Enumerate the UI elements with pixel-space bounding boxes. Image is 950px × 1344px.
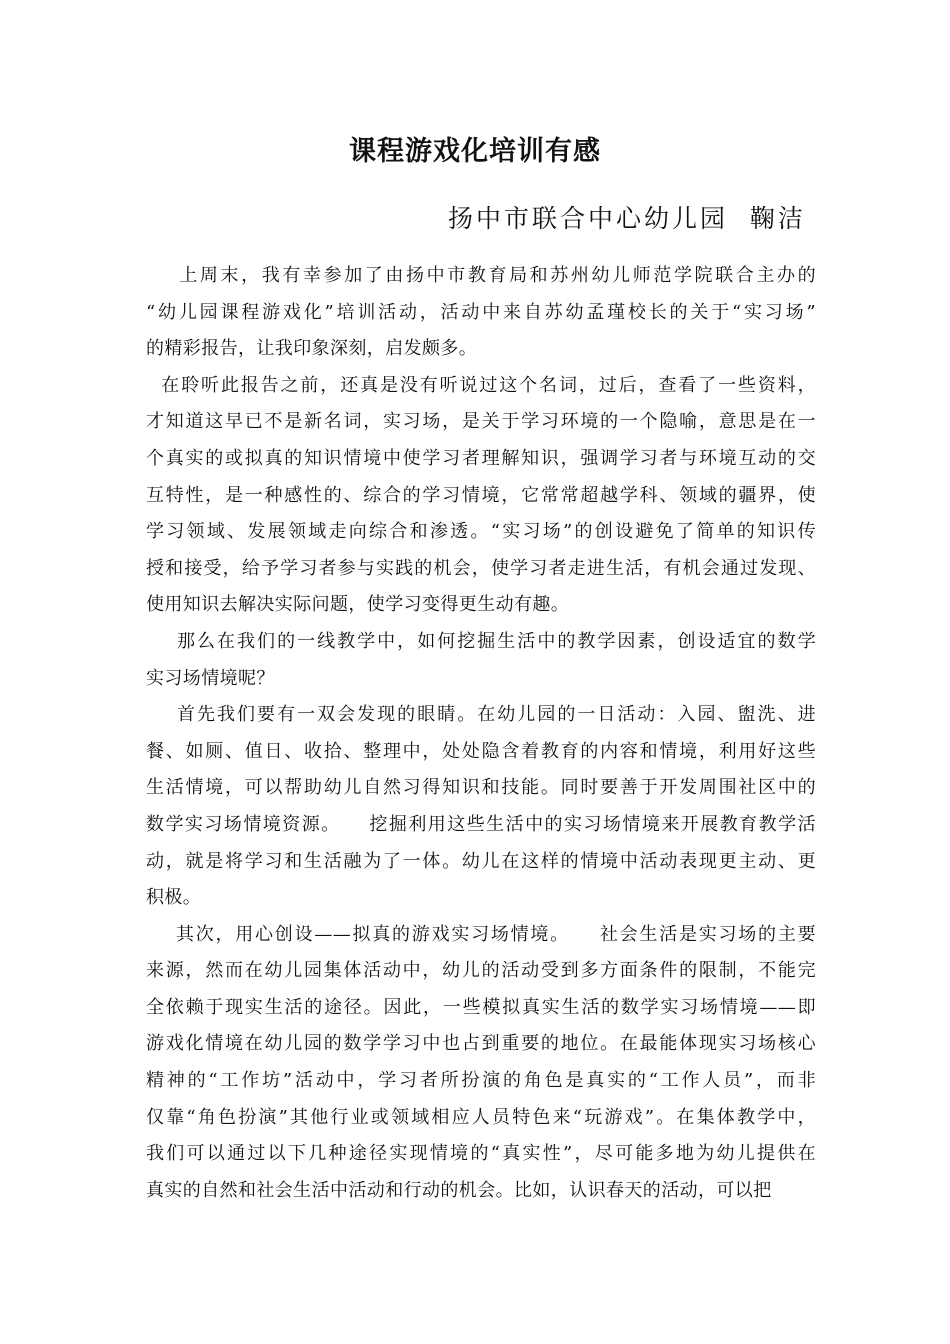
paragraph-line: 动，就是将学习和生活融为了一体。幼儿在这样的情境中活动表现更主动、更 bbox=[146, 850, 816, 872]
paragraph-line: 个真实的或拟真的知识情境中使学习者理解知识，强调学习者与环境互动的交 bbox=[146, 447, 816, 469]
paragraph-line: 学习领域、发展领域走向综合和渗透。“实习场”的创设避免了简单的知识传 bbox=[146, 521, 816, 543]
paragraph-line: 游戏化情境在幼儿园的数学学习中也占到重要的地位。在最能体现实习场核心 bbox=[146, 1033, 816, 1055]
paragraph-line: 来源，然而在幼儿园集体活动中，幼儿的活动受到多方面条件的限制，不能完 bbox=[146, 960, 816, 982]
document-title: 课程游戏化培训有感 bbox=[349, 136, 601, 167]
paragraph-line: 互特性，是一种感性的、综合的学习情境，它常常超越学科、领域的疆界，使 bbox=[146, 484, 816, 506]
paragraph-line: 实习场情境呢？ bbox=[146, 667, 275, 689]
document-body bbox=[146, 258, 816, 1209]
paragraph-line: 生活情境，可以帮助幼儿自然习得知识和技能。同时要善于开发周围社区中的 bbox=[146, 777, 816, 799]
paragraph-line: 使用知识去解决实际问题，使学习变得更生动有趣。 bbox=[146, 594, 570, 616]
paragraph-line: 其次，用心创设——拟真的游戏实习场情境。 社会生活是实习场的主要 bbox=[146, 923, 816, 945]
author-line: 扬中市联合中心幼儿园 鞠洁 bbox=[448, 204, 806, 233]
paragraph-line: 真实的自然和社会生活中活动和行动的机会。比如，认识春天的活动，可以把 bbox=[146, 1179, 772, 1201]
paragraph-line: 我们可以通过以下几种途径实现情境的“真实性”，尽可能多地为幼儿提供在 bbox=[146, 1143, 816, 1165]
paragraph bbox=[146, 624, 816, 697]
paragraph-line: 才知道这早已不是新名词，实习场，是关于学习环境的一个隐喻，意思是在一 bbox=[146, 411, 816, 433]
paragraph bbox=[146, 258, 816, 368]
paragraph-line: 数学实习场情境资源。 挖掘利用这些生活中的实习场情境来开展教育教学活 bbox=[146, 813, 816, 835]
paragraph-line: 的精彩报告，让我印象深刻，启发颇多。 bbox=[146, 338, 478, 360]
paragraph-line: 首先我们要有一双会发现的眼睛。在幼儿园的一日活动：入园、盥洗、进 bbox=[146, 704, 816, 726]
paragraph-line: 在聆听此报告之前，还真是没有听说过这个名词，过后，查看了一些资料， bbox=[146, 374, 816, 396]
paragraph-line: 仅靠“角色扮演”其他行业或领域相应人员特色来“玩游戏”。在集体教学中， bbox=[146, 1106, 816, 1128]
paragraph bbox=[146, 697, 816, 917]
paragraph-line: 那么在我们的一线教学中，如何挖掘生活中的教学因素，创设适宜的数学 bbox=[146, 630, 816, 652]
paragraph-line: “幼儿园课程游戏化”培训活动，活动中来自苏幼孟瑾校长的关于“实习场” bbox=[146, 301, 816, 323]
paragraph bbox=[146, 917, 816, 1210]
paragraph-line: 精神的“工作坊”活动中，学习者所扮演的角色是真实的“工作人员”，而非 bbox=[146, 1070, 816, 1092]
paragraph-line: 餐、如厕、值日、收拾、整理中，处处隐含着教育的内容和情境，利用好这些 bbox=[146, 740, 816, 762]
paragraph-line: 积极。 bbox=[146, 887, 202, 909]
paragraph-line: 全依赖于现实生活的途径。因此，一些模拟真实生活的数学实习场情境——即 bbox=[146, 996, 816, 1018]
paragraph-line: 上周末，我有幸参加了由扬中市教育局和苏州幼儿师范学院联合主办的 bbox=[146, 265, 816, 286]
paragraph-line: 授和接受，给予学习者参与实践的机会，使学习者走进生活，有机会通过发现、 bbox=[146, 557, 816, 579]
paragraph bbox=[146, 368, 816, 624]
